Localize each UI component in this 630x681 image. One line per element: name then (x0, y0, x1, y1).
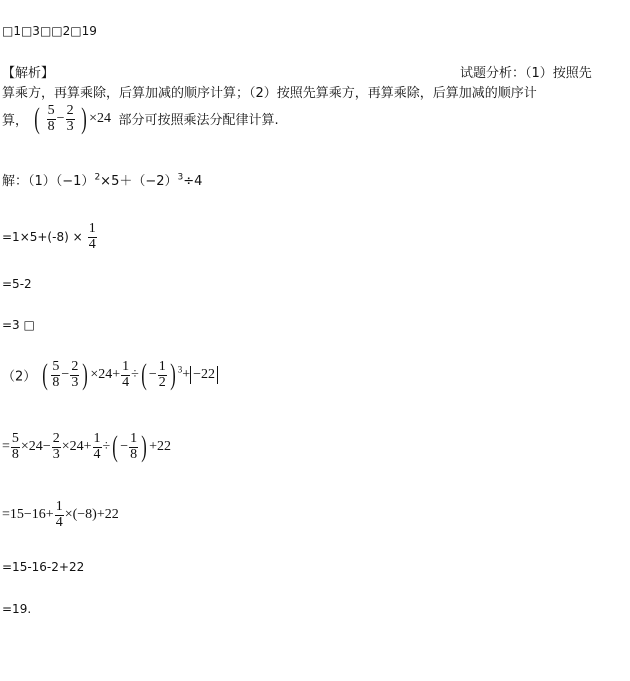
answer-line: □1□3□□2□19 (2, 24, 97, 38)
step-4: = $\frac{5}{8}$ ×24− $\frac{2}{3}$ ×24+ $\frac{1}{4}$ ÷( − $\frac{1}{8}$ ) +22 (2, 430, 172, 464)
step-3: =3 □ (2, 318, 35, 332)
analysis-heading: 【解析】 (2, 66, 55, 81)
step-2: =5-2 (2, 277, 32, 291)
analysis-intro: 试题分析：（1）按照先 (460, 66, 592, 81)
step-6: =15-16-2+22 (2, 560, 85, 574)
step-1: =1×5+(-8) × $\frac{1}{4}$ (2, 221, 96, 252)
analysis-line3-prefix: 算， (2, 113, 29, 129)
analysis-line3-suffix: 部分可按照乘法分配律计算. (118, 113, 279, 129)
step-5: =15−16+ $\frac{1}{4}$ ×(−8)+22 (2, 499, 119, 530)
analysis-line-2: 算乘方，再算乘除，后算加减的顺序计算；（2）按照先算乘方，再算乘除，后算加减的顺序计 (2, 86, 537, 101)
formula-fraction-diff: ( $\frac{5}{8}$ − $\frac{2}{3}$ ) ×24 (34, 102, 111, 136)
solution-part2: （2） ( $\frac{5}{8}$ − $\frac{2}{3}$ ) ×24+ $\frac{1}{4}$ ÷( − $\frac{1}{2}$ ) $^3$+ −22 (2, 360, 218, 390)
solution-part1: 解：$(1)(-1)^2\times 5+(-2)^3\div 4$ (2, 172, 203, 189)
analysis-line-3 (2, 104, 279, 134)
step-7: =19. (2, 602, 32, 616)
